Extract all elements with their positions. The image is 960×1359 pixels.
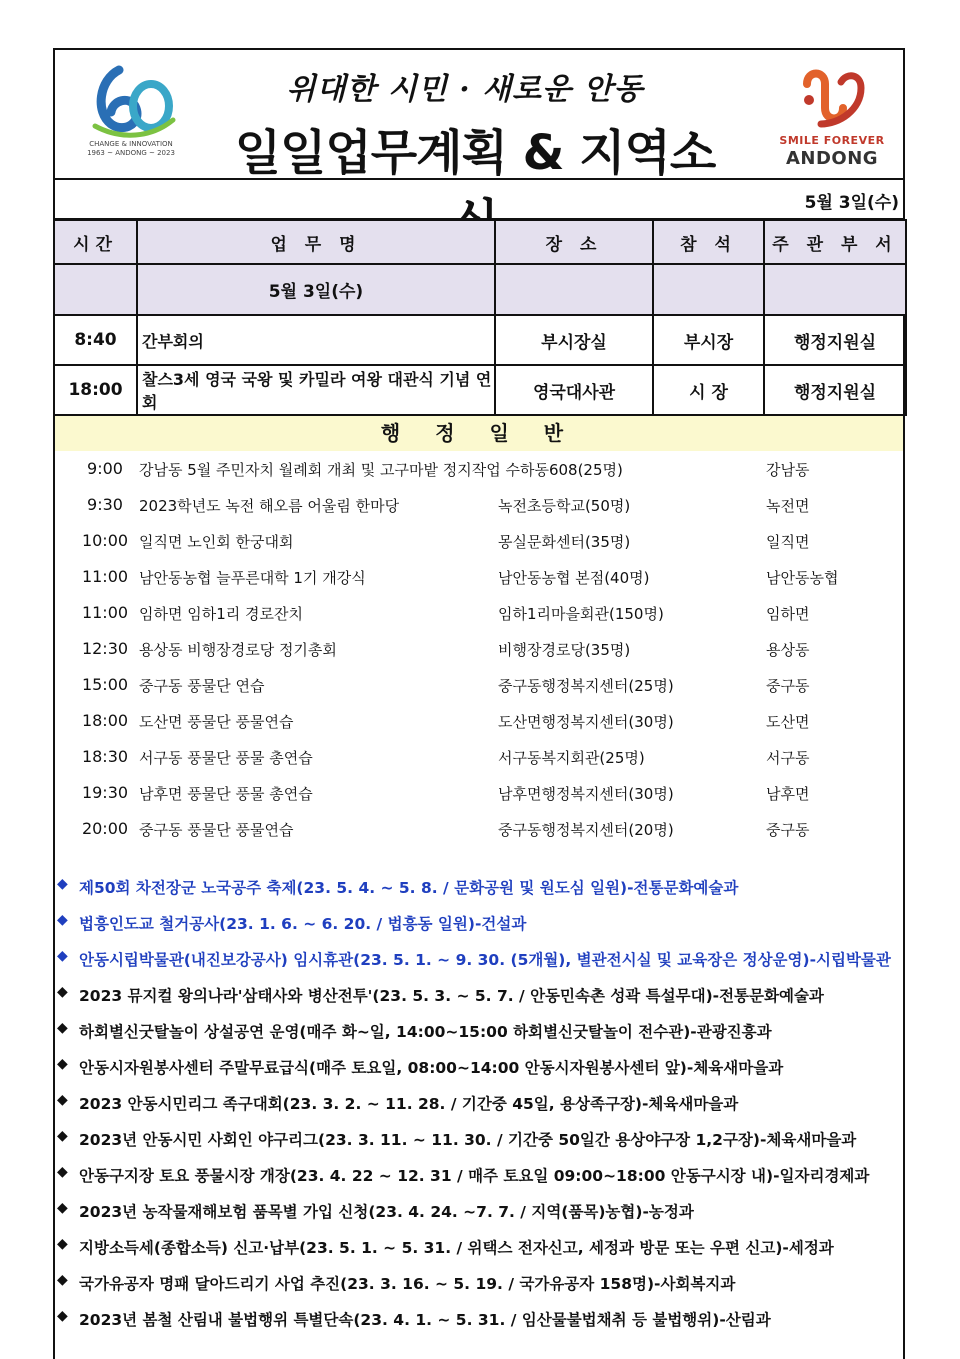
notice-item — [55, 904, 903, 940]
col-header-place: 장 소 — [495, 220, 653, 264]
item-dept: 일직면 — [766, 533, 810, 551]
notice-text: 2023년 안동시민 사회인 야구리그(23. 3. 11. ~ 11. 30. / 기간중 50일간 용상야구장 1,2구장)-체육새마을과 — [79, 1131, 857, 1149]
item-place: 몽실문화센터(35명) — [498, 533, 631, 551]
diamond-bullet-icon: ◆ — [57, 1020, 68, 1036]
list-item — [55, 487, 903, 523]
item-place: 중구동행정복지센터(20명) — [498, 821, 674, 839]
list-item — [55, 667, 903, 703]
notice-text: 2023년 봄철 산림내 불법행위 특별단속(23. 4. 1. ~ 5. 31. / 임산물불법채취 등 불법행위)-산림과 — [79, 1311, 771, 1329]
notice-item — [55, 1228, 903, 1264]
list-item — [55, 559, 903, 595]
item-place: 서구동복지회관(25명) — [498, 749, 645, 767]
notice-item — [55, 1120, 903, 1156]
event-time: 18:00 — [54, 365, 137, 415]
event-place: 영국대사관 — [495, 365, 653, 415]
logo-right-line1: SMILE FOREVER — [779, 134, 885, 147]
item-place: 남안동농협 본점(40명) — [498, 569, 650, 587]
event-task: 찰스3세 영국 국왕 및 카밀라 여왕 대관식 기념 연회 — [137, 365, 495, 415]
item-time: 18:00 — [81, 711, 129, 730]
notice-item — [55, 1048, 903, 1084]
item-place: 남후면행정복지센터(30명) — [498, 785, 674, 803]
notice-text: 법흥인도교 철거공사(23. 1. 6. ~ 6. 20. / 법흥동 일원)-건설과 — [79, 915, 527, 933]
notice-item — [55, 1156, 903, 1192]
logo-caption-1: CHANGE & INNOVATION — [89, 140, 173, 148]
notice-text: 2023년 농작물재해보험 품목별 가입 신청(23. 4. 24. ~7. 7. / 지역(품목)농협)-농정과 — [79, 1203, 694, 1221]
item-place: 비행장경로당(35명) — [498, 641, 631, 659]
item-name: 용상동 비행장경로당 정기총회 — [139, 641, 337, 659]
diamond-bullet-icon: ◆ — [57, 1200, 68, 1216]
item-dept: 남후면 — [766, 785, 810, 803]
date-cell-empty — [54, 264, 137, 315]
item-name: 일직면 노인회 한궁대회 — [139, 533, 294, 551]
document-date: 5월 3일(수) — [804, 193, 899, 213]
col-header-dept: 주 관 부 서 — [764, 220, 906, 264]
list-item — [55, 631, 903, 667]
item-name: 강남동 5월 주민자치 월례회 개최 및 고구마밭 정지작업 수하동608(25명) — [139, 461, 623, 479]
notice-text: 2023 뮤지컬 왕의나라'삼태사와 병산전투'(23. 5. 3. ~ 5. 7. / 안동민속촌 성곽 특설무대)-전통문화예술과 — [79, 987, 824, 1005]
notice-text: 안동구지장 토요 풍물시장 개장(23. 4. 22 ~ 12. 31 / 매주 토요일 09:00~18:00 안동구시장 내)-일자리경제과 — [79, 1167, 870, 1185]
slogan: 위대한 시민 · 새로운 안동 — [286, 72, 644, 107]
document-header — [55, 50, 903, 180]
section-title-general: 행 정 일 반 — [53, 416, 905, 451]
item-time: 18:30 — [81, 747, 129, 766]
notice-item — [55, 940, 903, 976]
page-title: 일일업무계획 & 지역소 — [234, 125, 716, 181]
event-place: 부시장실 — [495, 315, 653, 365]
list-item — [55, 811, 903, 847]
date-cell-empty — [495, 264, 653, 315]
item-name: 남후면 풍물단 풍물 총연습 — [139, 785, 313, 803]
logo-caption-2: 1963 ~ ANDONG ~ 2023 — [87, 149, 175, 157]
item-name: 중구동 풍물단 연습 — [139, 677, 265, 695]
diamond-bullet-icon: ◆ — [57, 1272, 68, 1288]
item-dept: 중구동 — [766, 821, 810, 839]
item-name: 도산면 풍물단 풍물연습 — [139, 713, 294, 731]
list-item — [55, 451, 903, 487]
table-row — [54, 365, 906, 415]
notice-list — [55, 868, 903, 1336]
andong-60th-logo — [81, 62, 181, 158]
notice-item — [55, 868, 903, 904]
item-dept: 중구동 — [766, 677, 810, 695]
diamond-bullet-icon: ◆ — [57, 1164, 68, 1180]
list-item — [55, 523, 903, 559]
event-dept: 행정지원실 — [764, 315, 906, 365]
item-dept: 서구동 — [766, 749, 810, 767]
notice-text: 국가유공자 명패 달아드리기 사업 추진(23. 3. 16. ~ 5. 19. / 국가유공자 158명)-사회복지과 — [79, 1275, 736, 1293]
item-time: 9:00 — [87, 459, 123, 478]
diamond-bullet-icon: ◆ — [57, 876, 68, 892]
item-name: 중구동 풍물단 풍물연습 — [139, 821, 294, 839]
table-row — [54, 315, 906, 365]
smile-andong-logo — [777, 62, 887, 172]
item-name: 서구동 풍물단 풍물 총연습 — [139, 749, 313, 767]
schedule-date-label: 5월 3일(수) — [137, 264, 495, 315]
event-task: 간부회의 — [137, 315, 495, 365]
col-header-task: 업 무 명 — [137, 220, 495, 264]
item-time: 19:30 — [81, 783, 129, 802]
item-place: 도산면행정복지센터(30명) — [498, 713, 674, 731]
notice-text: 하회별신굿탈놀이 상설공연 운영(매주 화~일, 14:00~15:00 하회별신굿탈놀이 전수관)-관광진흥과 — [79, 1023, 772, 1041]
item-place: 녹전초등학교(50명) — [498, 497, 631, 515]
list-item — [55, 703, 903, 739]
diamond-bullet-icon: ◆ — [57, 1308, 68, 1324]
item-dept: 강남동 — [766, 461, 810, 479]
item-dept: 도산면 — [766, 713, 810, 731]
notice-text: 안동시자원봉사센터 주말무료급식(매주 토요일, 08:00~14:00 안동시자원봉사센터 앞)-체육새마을과 — [79, 1059, 784, 1077]
col-header-time: 시간 — [54, 220, 137, 264]
date-cell-empty — [653, 264, 764, 315]
item-dept: 용상동 — [766, 641, 810, 659]
notice-item — [55, 1192, 903, 1228]
diamond-bullet-icon: ◆ — [57, 1056, 68, 1072]
notice-item — [55, 1084, 903, 1120]
notice-item — [55, 1300, 903, 1336]
notice-text: 지방소득세(종합소득) 신고·납부(23. 5. 1. ~ 5. 31. / 위택스 전자신고, 세정과 방문 또는 우편 신고)-세정과 — [79, 1239, 834, 1257]
item-time: 11:00 — [81, 603, 129, 622]
item-time: 12:30 — [81, 639, 129, 658]
notice-text: 2023 안동시민리그 족구대회(23. 3. 2. ~ 11. 28. / 기간중 45일, 용상족구장)-체육새마을과 — [79, 1095, 739, 1113]
event-attend: 시 장 — [653, 365, 764, 415]
item-time: 20:00 — [81, 819, 129, 838]
notice-text: 안동시립박물관(내진보강공사) 임시휴관(23. 5. 1. ~ 9. 30. (5개월), 별관전시실 및 교육장은 정상운영)-시립박물관 — [79, 951, 891, 969]
diamond-bullet-icon: ◆ — [57, 912, 68, 928]
diamond-bullet-icon: ◆ — [57, 948, 68, 964]
list-item — [55, 739, 903, 775]
item-name: 임하면 임하1리 경로잔치 — [139, 605, 303, 623]
item-time: 15:00 — [81, 675, 129, 694]
item-place: 중구동행정복지센터(25명) — [498, 677, 674, 695]
notice-item — [55, 1012, 903, 1048]
item-dept: 녹전면 — [766, 497, 810, 515]
list-item — [55, 775, 903, 811]
item-time: 11:00 — [81, 567, 129, 586]
logo-right-line2: ANDONG — [785, 148, 879, 169]
list-item — [55, 595, 903, 631]
item-dept: 남안동농협 — [766, 569, 839, 587]
schedule-date-row — [54, 264, 906, 315]
schedule-table — [53, 219, 907, 416]
event-dept: 행정지원실 — [764, 365, 906, 415]
item-time: 10:00 — [81, 531, 129, 550]
event-attend: 부시장 — [653, 315, 764, 365]
item-dept: 임하면 — [766, 605, 810, 623]
col-header-attend: 참 석 — [653, 220, 764, 264]
notice-text: 제50회 차전장군 노국공주 축제(23. 5. 4. ~ 5. 8. / 문화공원 및 원도심 일원)-전통문화예술과 — [79, 879, 739, 897]
diamond-bullet-icon: ◆ — [57, 1128, 68, 1144]
item-name: 남안동농협 늘푸른대학 1기 개강식 — [139, 569, 366, 587]
date-cell-empty — [764, 264, 906, 315]
schedule-header-row — [54, 220, 906, 264]
diamond-bullet-icon: ◆ — [57, 1092, 68, 1108]
diamond-bullet-icon: ◆ — [57, 984, 68, 1000]
event-time: 8:40 — [54, 315, 137, 365]
item-time: 9:30 — [87, 495, 123, 514]
item-name: 2023학년도 녹전 해오름 어울림 한마당 — [139, 497, 400, 515]
notice-item — [55, 976, 903, 1012]
diamond-bullet-icon: ◆ — [57, 1236, 68, 1252]
date-row — [55, 180, 903, 220]
general-schedule-list — [55, 451, 903, 847]
item-place: 임하1리마을회관(150명) — [498, 605, 664, 623]
notice-item — [55, 1264, 903, 1300]
